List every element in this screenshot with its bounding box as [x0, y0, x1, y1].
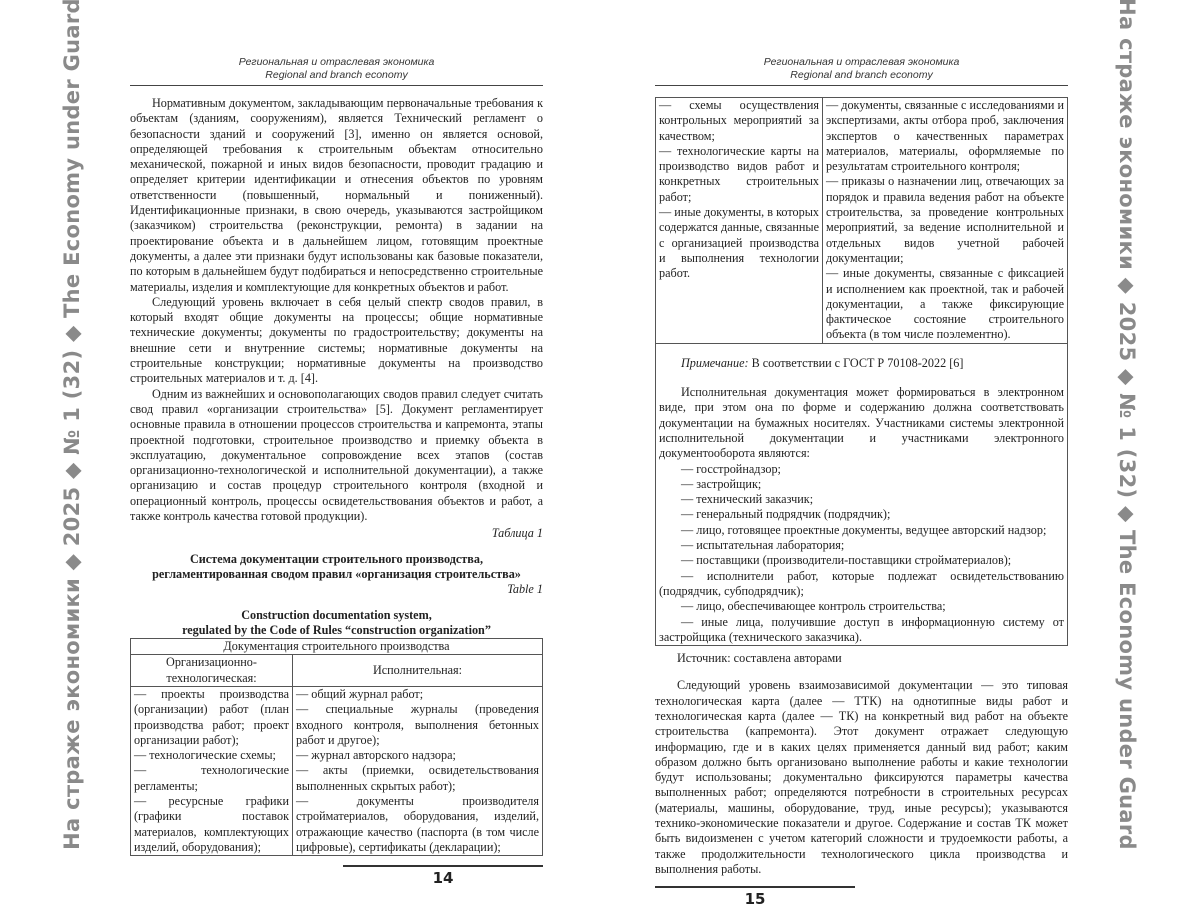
- table-title-en: [130, 608, 543, 639]
- header-ru: Региональная и отраслевая экономика: [655, 56, 1068, 69]
- note-paragraph: Исполнительная документация может формироваться в электронном виде, при этом она по форме и содержанию должна соответствовать документации на бумажных носителях. Участниками системы электронной исполнительной документации и участниками электронного документооборота являются:: [659, 385, 1064, 461]
- list-item: — технологические схемы;: [134, 748, 289, 763]
- side-band-right: На страже экономики ◆ 2025 ◆ № 1 (32) ◆ The Economy under Guard: [1115, 0, 1139, 850]
- list-item: — приказы о назначении лиц, отвечающих за порядок и правила ведения работ на объекте строительства, за проведение контрольных мероприятий, за ведение исполнительной и отдельных видов учетной рабочей документации;: [826, 174, 1064, 266]
- list-item: — документы производителя стройматериалов, оборудования, изделий, отражающие качество (паспорта (в том числе цифровые), сертификаты (декларации);: [296, 794, 539, 855]
- list-item: — иные документы, в которых содержатся данные, связанные с организацией производства и выполнения технологии работ.: [659, 205, 819, 281]
- header-en: Regional and branch economy: [655, 69, 1068, 82]
- title-line: Construction documentation system,: [130, 608, 543, 623]
- list-item: — журнал авторского надзора;: [296, 748, 539, 763]
- list-item: — документы, связанные с исследованиями и экспертизами, акты отбора проб, заключения экспертов о качественных параметрах материалов, материалы, оформляемые по результатам строительного контроля;: [826, 98, 1064, 174]
- list-item: — лицо, готовящее проектные документы, ведущее авторский надзор;: [659, 523, 1064, 538]
- list-item: — ресурсные графики (графики поставок материалов, комплектующих изделий, оборудования);: [134, 794, 289, 855]
- page-number: 15: [655, 886, 855, 908]
- list-item: — госстройнадзор;: [659, 462, 1064, 477]
- list-item: — застройщик;: [659, 477, 1064, 492]
- list-item: — исполнители работ, которые подлежат освидетельствованию (подрядчик, субподрядчик);: [659, 569, 1064, 600]
- col2-cell: [293, 686, 543, 855]
- list-item: — иные лица, получившие доступ в информационную систему от застройщика (технического заказчика).: [659, 615, 1064, 646]
- page-number: 14: [343, 865, 543, 887]
- header-en: Regional and branch economy: [130, 69, 543, 82]
- list-item: — схемы осуществления контрольных мероприятий за качеством;: [659, 98, 819, 144]
- list-item: — технологические регламенты;: [134, 763, 289, 794]
- col1-header: Организационно-технологическая:: [131, 655, 293, 687]
- note-text: В соответствии с ГОСТ Р 70108-2022 [6]: [749, 356, 964, 370]
- participants-list: [659, 462, 1064, 646]
- list-item: — акты (приемки, освидетельствования выполненных скрытых работ);: [296, 763, 539, 794]
- documentation-table-continued: [655, 97, 1068, 646]
- list-item: — иные документы, связанные с фиксацией и исполнением как проектной, так и рабочей документации, а также фиксирующие фактическое состояние строительного объекта (в том числе поэлементно).: [826, 266, 1064, 342]
- col1-cell: [656, 98, 823, 344]
- col1-cell: [131, 686, 293, 855]
- table-title-ru: [130, 552, 543, 583]
- documentation-table: [130, 638, 543, 856]
- list-item: — лицо, обеспечивающее контроль строительства;: [659, 599, 1064, 614]
- list-item: — специальные журналы (проведения входного контроля, выполнения бетонных работ и другое);: [296, 702, 539, 748]
- table-label-en: Table 1: [130, 582, 543, 597]
- list-item: — технический заказчик;: [659, 492, 1064, 507]
- note: [659, 356, 1064, 371]
- list-item: — общий журнал работ;: [296, 687, 539, 702]
- list-item: — генеральный подрядчик (подрядчик);: [659, 507, 1064, 522]
- running-header: [655, 56, 1068, 86]
- body-text: [130, 96, 543, 887]
- paragraph: Одним из важнейших и основополагающих сводов правил следует считать свод правил «организации строительства» [5]. Документ регламентирует основные правила в отношении процессов строительства и капремонта, этапы проектной подготовки, строительное производство и приемку объекта в эксплуатацию, документальное сопровождение всех этапов (состав организационно-технологической и исполнительной документации), а также организацию и состав процедур строительного контроля (входной и операционный контроль, процессы освидетельствования объектов и работ, а также контроль качества готовой продукции).: [130, 387, 543, 525]
- title-line: Система документации строительного производства,: [130, 552, 543, 567]
- running-header: [130, 56, 543, 86]
- title-line: регламентированная сводом правил «организация строительства»: [130, 567, 543, 582]
- list-item: — испытательная лаборатория;: [659, 538, 1064, 553]
- paragraph: Нормативным документом, закладывающим первоначальные требования к объектам (зданиям, сооружениям), является Технический регламент о безопасности зданий и сооружений [3], именно он является основой, определяющей требования к строительным объектам относительно механической, пожарной и иных видов безопасности, проводит градацию и определяет критерии идентификации и отнесения объектов по уровням ответственности (повышенный, нормальный и пониженный). Идентификационные признаки, в свою очередь, указываются застройщиком (заказчиком) строительства (реконструкции, ремонта) в задании на проектирование объекта и в дальнейшем лицом, готовящим проектные документы, а далее эти признаки будут использованы как базовые показатели, по которым в дальнейшем будут подбираться и непосредственно строительные материалы, изделия и комплектующие для конкретных объектов и работ.: [130, 96, 543, 295]
- table-header: Документация строительного производства: [131, 639, 543, 655]
- body-text: [655, 97, 1068, 908]
- header-ru: Региональная и отраслевая экономика: [130, 56, 543, 69]
- paragraph: Следующий уровень включает в себя целый спектр сводов правил, в который входят общие документы на процессы; общие нормативные технические документы; документы по градостроительству; документы на внешние сети и внутренние системы; нормативные документы на строительные конструкции; нормативные документы на производство строительных материалов и т. д. [4].: [130, 295, 543, 387]
- list-item: — технологические карты на производство видов работ и конкретных строительных работ;: [659, 144, 819, 205]
- side-band-left: На страже экономики ◆ 2025 ◆ № 1 (32) ◆ The Economy under Guard: [60, 0, 84, 850]
- table-label-ru: Таблица 1: [130, 526, 543, 541]
- col2-header: Исполнительная:: [293, 655, 543, 687]
- note-label: Примечание:: [681, 356, 749, 370]
- table-source: Источник: составлена авторами: [655, 651, 1068, 666]
- paragraph: Следующий уровень взаимозависимой документации — это типовая технологическая карта (далее — ТТК) на однотипные виды работ и технологическая карта (далее — ТК) на конкретный вид работ на объекте строительства (капремонта). Этот документ отражает следующую информацию, где и в каких целях применяется данный вид работ; каким образом должно быть организовано выполнение работы и какие технологии будут использованы; документально фиксируются параметры качества выполненных работ; определяются потребности в строительных ресурсах (материалы, машины, оборудование, труд, иные ресурсы); указываются технико-экономические показатели и другое. Содержание и состав ТК может быть видоизменен с учетом категорий сложности и трудоемкости работы, а также продолжительности технологического цикла производства и выполнения работы.: [655, 678, 1068, 877]
- col2-cell: [823, 98, 1068, 344]
- table-note: [656, 343, 1068, 645]
- list-item: — поставщики (производители-поставщики стройматериалов);: [659, 553, 1064, 568]
- title-line: regulated by the Code of Rules “construction organization”: [130, 623, 543, 638]
- list-item: — проекты производства (организации) работ (план производства работ; проект организации работ);: [134, 687, 289, 748]
